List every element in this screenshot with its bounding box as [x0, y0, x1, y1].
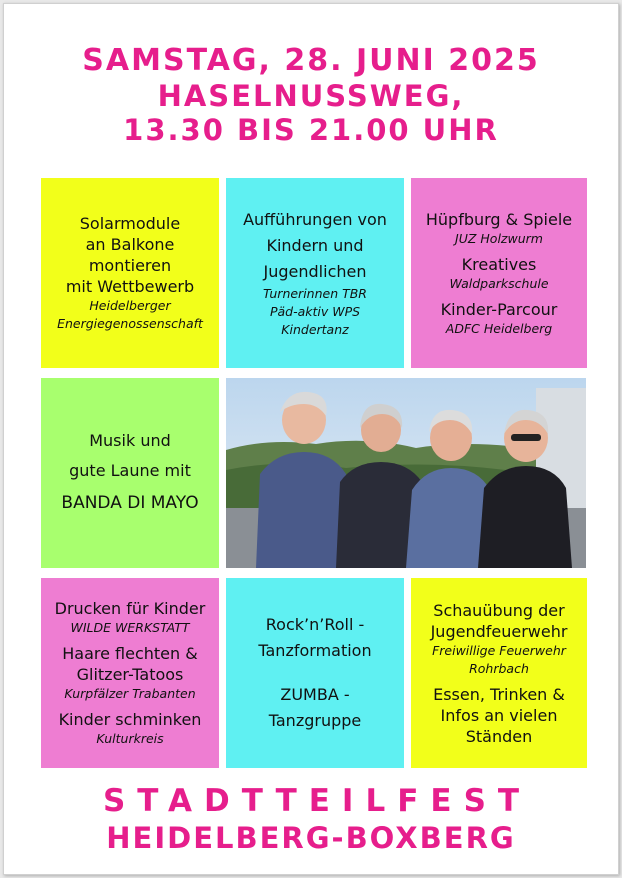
essen-line-3: Ständen [465, 726, 533, 746]
footer-title: STADTTEILFEST [102, 783, 532, 819]
solar-sub-1: Heidelberger [89, 298, 171, 313]
drucken-sub-3: Kulturkreis [96, 731, 164, 746]
footer-district: HEIDELBERG-BOXBERG [106, 821, 516, 855]
huepf-sub-2: Waldparkschule [449, 275, 549, 291]
huepf-title-1: Hüpfburg & Spiele [425, 209, 573, 229]
box-drucken [41, 578, 219, 768]
solar-line-3: montieren [88, 256, 172, 275]
essen-line-1: Essen, Trinken & [433, 684, 565, 704]
drucken-title-3: Kinder schminken [58, 710, 202, 729]
huepf-title-2: Kreatives [461, 254, 537, 274]
auff-sub-3: Kindertanz [281, 322, 349, 337]
auff-line-3: Jugendlichen [263, 262, 367, 281]
huepf-sub-1: JUZ Holzwurm [455, 230, 543, 246]
poster [3, 3, 619, 875]
drucken-title-2b: Glitzer-Tatoos [76, 665, 184, 684]
feuer-line-2: Jugendfeuerwehr [430, 621, 568, 641]
event-time: 13.30 BIS 21.00 UHR [123, 113, 499, 147]
solar-line-1: Solarmodule [79, 214, 181, 233]
zumba-line-1: ZUMBA - [280, 685, 350, 704]
auff-sub-2: Päd-aktiv WPS [269, 304, 361, 319]
solar-sub-2: Energiegenossenschaft [57, 316, 203, 331]
box-feuerwehr [411, 578, 587, 768]
auff-sub-1: Turnerinnen TBR [263, 286, 367, 301]
musik-line-2: gute Laune mit [69, 461, 191, 480]
rock-line-1: Rock’n’Roll - [265, 615, 365, 634]
box-huepfburg [411, 178, 587, 368]
huepf-title-3: Kinder-Parcour [440, 299, 558, 319]
feuer-sub-1: Freiwillige Feuerwehr [432, 642, 566, 658]
box-auffuehrungen [226, 178, 404, 368]
event-location: HASELNUSSWEG, [157, 79, 465, 113]
feuer-sub-2: Rohrbach [469, 660, 529, 676]
event-date: SAMSTAG, 28. JUNI 2025 [82, 43, 540, 78]
zumba-line-2: Tanzgruppe [268, 711, 362, 730]
feuer-line-1: Schauübung der [433, 600, 565, 620]
event-footer [4, 782, 618, 856]
huepf-sub-3: ADFC Heidelberg [445, 320, 553, 336]
auff-line-1: Aufführungen von [243, 210, 387, 229]
band-photo-icon [226, 378, 586, 568]
drucken-title-1: Drucken für Kinder [54, 599, 206, 618]
box-musik [41, 378, 219, 568]
drucken-title-2: Haare flechten & [62, 644, 198, 663]
band-photo [226, 378, 586, 568]
drucken-sub-2: Kurpfälzer Trabanten [64, 686, 196, 701]
essen-line-2: Infos an vielen [440, 705, 558, 725]
solar-line-2: an Balkone [85, 235, 175, 254]
box-rocknroll [226, 578, 404, 768]
drucken-sub-1: WILDE WERKSTATT [70, 620, 190, 635]
musik-line-1: Musik und [89, 431, 171, 450]
band-name: BANDA DI MAYO [61, 493, 199, 513]
solar-line-4: mit Wettbewerb [65, 277, 195, 296]
box-solar [41, 178, 219, 368]
rock-line-2: Tanzformation [258, 641, 372, 660]
event-header [4, 42, 618, 148]
auff-line-2: Kindern und [266, 236, 364, 255]
